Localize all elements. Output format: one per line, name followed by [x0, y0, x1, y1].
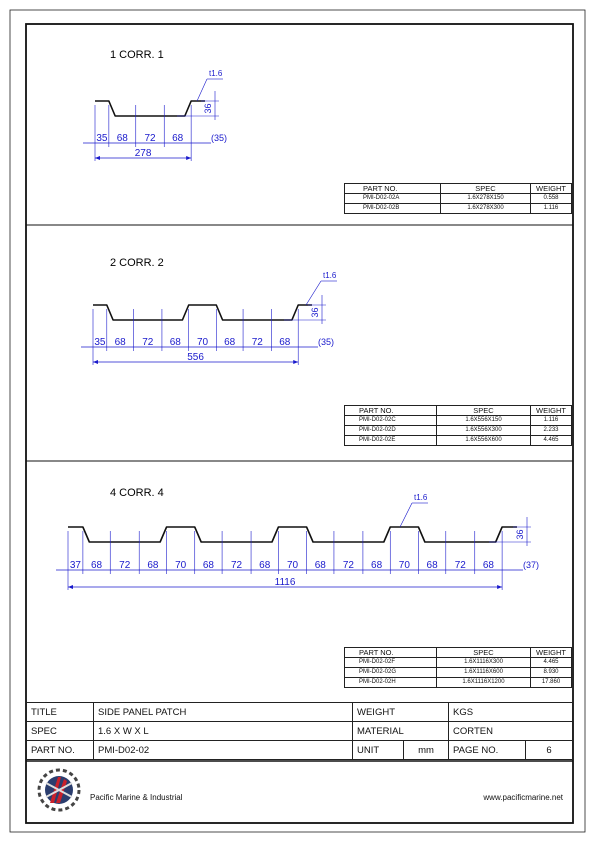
table-row	[345, 668, 572, 678]
table-row	[345, 678, 572, 688]
spec-cell: 1.6X556X300	[437, 426, 531, 436]
material-value: CORTEN	[449, 722, 573, 741]
end-dimension-label: (35)	[211, 133, 228, 143]
website-link[interactable]: www.pacificmarine.net	[483, 793, 563, 802]
dimension-label: 68	[314, 560, 326, 571]
dimension-label: 70	[196, 337, 209, 348]
spec-cell: 1.6X556X600	[437, 436, 531, 446]
section-title: 2 CORR. 2	[110, 257, 164, 269]
leader-line	[197, 79, 207, 101]
thickness-label: t1.6	[414, 493, 428, 502]
dimension-label: 68	[482, 560, 494, 571]
dimension-label: 68	[91, 560, 103, 571]
dimension-label: 72	[119, 560, 131, 571]
material-label: MATERIAL	[353, 722, 449, 741]
spec-cell: 1.6X556X150	[437, 416, 531, 426]
parts-table-1	[344, 183, 572, 214]
col-part-no: PART NO.	[345, 406, 437, 416]
weight-cell: 2.233	[531, 426, 572, 436]
part-no-cell: PMI-D02-02D	[345, 426, 437, 436]
part-no-cell: PMI-D02-02G	[345, 668, 437, 678]
height-dimension-label: 36	[515, 529, 525, 540]
arrowhead	[93, 360, 98, 364]
title-block	[26, 702, 573, 760]
arrowhead	[293, 360, 298, 364]
section-title: 4 CORR. 4	[110, 487, 164, 499]
weight-value: KGS	[449, 703, 573, 722]
weight-cell: 1.116	[531, 204, 572, 214]
part-no-cell: PMI-D02-02C	[345, 416, 437, 426]
corrugation-4-drawing	[56, 487, 539, 590]
dimension-label: 68	[426, 560, 438, 571]
part-no-cell: PMI-D02-02F	[345, 658, 437, 668]
part-no-cell: PMI-D02-02B	[345, 204, 441, 214]
spec-cell: 1.6X1116X1200	[437, 678, 531, 688]
part-no-cell: PMI-D02-02A	[345, 194, 441, 204]
weight-cell: 4.465	[531, 658, 572, 668]
dimension-label: 68	[279, 337, 291, 348]
part-no-label: PART NO.	[27, 741, 94, 760]
dimension-label: 70	[175, 560, 187, 571]
part-no-cell: PMI-D02-02E	[345, 436, 437, 446]
height-dimension-label: 36	[310, 307, 320, 318]
col-weight: WEIGHT	[531, 648, 572, 658]
dimension-label: 72	[342, 560, 354, 571]
title-value: SIDE PANEL PATCH	[94, 703, 353, 722]
dimension-label: 68	[371, 560, 383, 571]
col-part-no: PART NO.	[345, 648, 437, 658]
title-label: TITLE	[27, 703, 94, 722]
weight-cell: 8.930	[531, 668, 572, 678]
spec-cell: 1.6X278X300	[441, 204, 531, 214]
total-dimension-label: 278	[134, 148, 152, 159]
spec-cell: 1.6X1116X300	[437, 658, 531, 668]
dimension-label: 68	[116, 133, 128, 144]
dimension-label: 72	[144, 133, 156, 144]
panel-profile	[68, 527, 517, 542]
col-spec: SPEC	[437, 648, 531, 658]
weight-cell: 1.116	[531, 416, 572, 426]
dimension-label: 35	[94, 337, 106, 348]
end-dimension-label: (35)	[318, 337, 335, 347]
dimension-label: 68	[224, 337, 236, 348]
panel-profile	[95, 101, 205, 116]
total-dimension-label: 1116	[274, 577, 296, 588]
col-weight: WEIGHT	[531, 184, 572, 194]
table-row	[345, 426, 572, 436]
part-no-value: PMI-D02-02	[94, 741, 353, 760]
unit-label: UNIT	[353, 741, 404, 760]
height-dimension-label: 36	[203, 103, 213, 114]
dimension-label: 70	[398, 560, 410, 571]
dimension-label: 72	[142, 337, 154, 348]
col-spec: SPEC	[441, 184, 531, 194]
end-dimension-label: (37)	[523, 560, 540, 570]
dimension-label: 72	[454, 560, 466, 571]
table-row	[345, 436, 572, 446]
leader-line	[306, 281, 321, 305]
unit-value: mm	[404, 741, 449, 760]
weight-cell: 0.558	[531, 194, 572, 204]
spec-value: 1.6 X W X L	[94, 722, 353, 741]
panel-profile	[93, 305, 312, 320]
table-header	[345, 648, 572, 658]
weight-cell: 17.860	[531, 678, 572, 688]
dimension-label: 68	[169, 337, 181, 348]
col-part-no: PART NO.	[345, 184, 441, 194]
dimension-label: 70	[286, 560, 299, 571]
parts-table-3	[344, 647, 572, 688]
weight-label: WEIGHT	[353, 703, 449, 722]
dimension-label: 37	[69, 560, 82, 571]
company-name: Pacific Marine & Industrial	[90, 793, 183, 802]
spec-cell: 1.6X1116X600	[437, 668, 531, 678]
spec-cell: 1.6X278X150	[441, 194, 531, 204]
leader-line	[400, 503, 412, 527]
table-row	[345, 658, 572, 668]
table-row	[345, 204, 572, 214]
dimension-label: 68	[147, 560, 159, 571]
spec-label: SPEC	[27, 722, 94, 741]
table-header	[345, 184, 572, 194]
table-header	[345, 406, 572, 416]
dimension-label: 68	[202, 560, 214, 571]
col-weight: WEIGHT	[531, 406, 572, 416]
dimension-label: 68	[172, 133, 184, 144]
weight-cell: 4.465	[531, 436, 572, 446]
company-logo	[34, 765, 84, 815]
page-label: PAGE NO.	[449, 741, 526, 760]
footer	[26, 765, 573, 823]
dimension-label: 68	[114, 337, 126, 348]
dimension-label: 72	[251, 337, 263, 348]
dimension-label: 68	[259, 560, 271, 571]
total-dimension-label: 556	[187, 352, 204, 363]
section-title: 1 CORR. 1	[110, 49, 164, 61]
corrugation-2-drawing	[81, 257, 337, 365]
dimension-label: 35	[96, 133, 108, 144]
dimension-label: 72	[231, 560, 243, 571]
arrowhead	[68, 585, 73, 589]
arrowhead	[186, 156, 191, 160]
corrugation-1-drawing	[83, 49, 227, 161]
table-row	[345, 416, 572, 426]
arrowhead	[95, 156, 100, 160]
parts-table-2	[344, 405, 572, 446]
col-spec: SPEC	[437, 406, 531, 416]
table-row	[345, 194, 572, 204]
part-no-cell: PMI-D02-02H	[345, 678, 437, 688]
arrowhead	[497, 585, 502, 589]
page-value: 6	[526, 741, 573, 760]
thickness-label: t1.6	[323, 271, 337, 280]
thickness-label: t1.6	[209, 69, 223, 78]
